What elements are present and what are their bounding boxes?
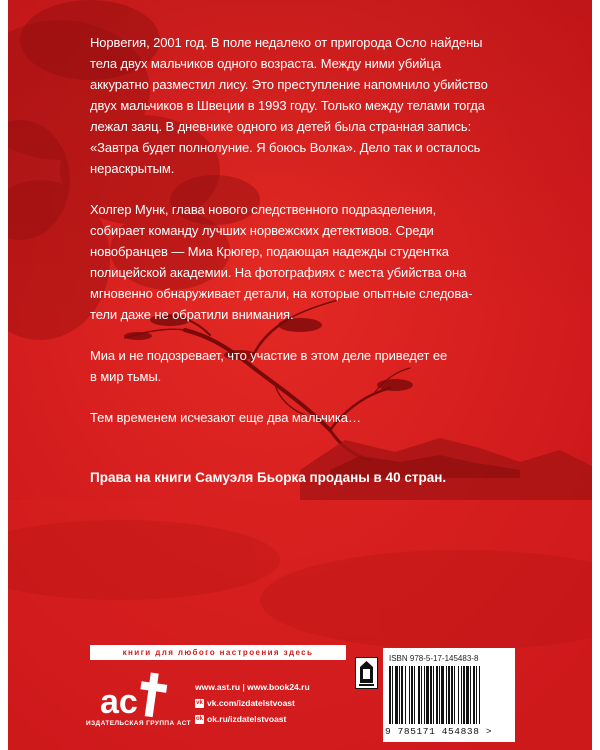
text-line: аккуратно разместил лису. Это преступление напомнило убийство: [90, 77, 488, 92]
text-line: Холгер Мунк, глава нового следственного подразделения,: [90, 202, 437, 217]
barcode: [389, 666, 509, 724]
barcode-bar: [470, 666, 471, 724]
cover-right-edge: [592, 0, 600, 750]
cover-left-edge: [0, 0, 8, 750]
ast-logo-letters: ac: [100, 683, 138, 721]
text-line: собирает команду лучших норвежских детективов. Среди: [90, 223, 434, 238]
barcode-bar: [476, 666, 477, 724]
text-line: двух мальчиков в Швеции в 1993 году. Только между телами тогда: [90, 98, 485, 113]
text-line: мгновенно обнаруживает детали, на которые опытные следова-: [90, 286, 473, 301]
publisher-links: [195, 679, 310, 727]
barcode-bar: [458, 666, 459, 724]
ok-link-text: ok.ru/izdatelstvoast: [207, 714, 287, 724]
vk-link-text: vk.com/izdatelstvoast: [207, 698, 295, 708]
barcode-bar: [466, 666, 469, 724]
barcode-bar: [463, 666, 465, 724]
barcode-bar: [414, 666, 415, 724]
paragraph-1: [90, 32, 522, 179]
text-line: Тем временем исчезают еще два мальчика…: [90, 410, 361, 425]
text-line: Норвегия, 2001 год. В поле недалеко от пригорода Осло найдены: [90, 35, 483, 50]
paragraph-4: [90, 407, 522, 428]
barcode-bar: [433, 666, 434, 724]
barcode-bar: [436, 666, 438, 724]
barcode-bar: [479, 666, 480, 724]
text-line: в мир тьмы.: [90, 369, 162, 384]
tagline-banner: книги для любого настроения здесь: [90, 645, 346, 660]
barcode-bar: [409, 666, 410, 724]
barcode-panel: [383, 648, 515, 742]
barcode-bar: [395, 666, 398, 724]
barcode-bar: [418, 666, 420, 724]
barcode-bar: [439, 666, 440, 724]
text-line: тели даже не обратили внимания.: [90, 307, 294, 322]
paragraph-3: [90, 345, 522, 387]
website-link-text: www.ast.ru | www.book24.ru: [195, 682, 310, 692]
ok-icon: ok: [195, 715, 203, 722]
vk-icon: vk: [196, 699, 203, 706]
barcode-bar: [424, 666, 425, 724]
text-line: новобранцев — Миа Крюгер, подающая надежды студентка: [90, 244, 449, 259]
barcode-bar: [446, 666, 447, 724]
barcode-bar: [392, 666, 393, 724]
barcode-bar: [401, 666, 403, 724]
isbn-number: ISBN 978-5-17-145483-8: [389, 654, 479, 663]
text-line: тела двух мальчиков одного возраста. Между ними убийца: [90, 56, 441, 71]
ok-link[interactable]: [195, 711, 310, 727]
ast-logo-cross: [137, 671, 169, 718]
text-line: полицейской академии. На фотографиях с места убийства она: [90, 265, 467, 280]
text-line: нераскрытым.: [90, 161, 175, 176]
paragraph-2: [90, 199, 522, 325]
barcode-bar: [405, 666, 406, 724]
barcode-bar: [426, 666, 429, 724]
barcode-bar: [451, 666, 453, 724]
barcode-bar: [411, 666, 413, 724]
vk-link[interactable]: [195, 695, 310, 711]
barcode-digits: 9 785171 454838 >: [385, 726, 493, 737]
barcode-bar: [430, 666, 432, 724]
lantern-icon: [355, 657, 378, 689]
text-line: лежал заяц. В дневнике одного из детей была странная запись:: [90, 119, 472, 134]
publisher-name: ИЗДАТЕЛЬСКАЯ ГРУППА АСТ: [86, 720, 192, 727]
barcode-bar: [399, 666, 400, 724]
text-line: «Завтра будет полнолуние. Я боюсь Волка». Дело так и осталось: [90, 140, 481, 155]
rights-statement: Права на книги Самуэля Бьорка проданы в 40 стран.: [90, 470, 447, 485]
barcode-bar: [389, 666, 391, 724]
synopsis-text: [90, 32, 522, 448]
barcode-bar: [454, 666, 455, 724]
barcode-bar: [473, 666, 475, 724]
barcode-bar: [448, 666, 450, 724]
website-link[interactable]: [195, 679, 310, 695]
barcode-bar: [421, 666, 422, 724]
text-line: Миа и не подозревает, что участие в этом деле приведет ее: [90, 348, 448, 363]
ast-logo: [96, 663, 176, 721]
barcode-bar: [441, 666, 444, 724]
barcode-bar: [461, 666, 462, 724]
